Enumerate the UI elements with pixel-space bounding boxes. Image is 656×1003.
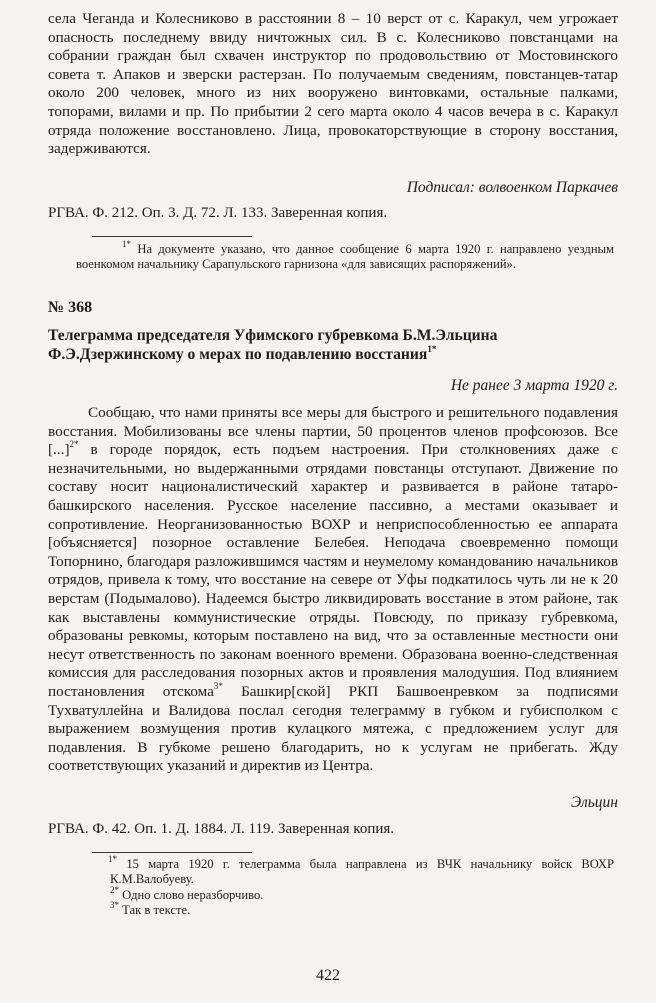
- footnote-divider-1: [92, 236, 252, 237]
- footnote-item: $^{3*}$ Так в тексте.: [110, 900, 191, 918]
- footnotes-2: [92, 853, 614, 919]
- source-1: РГВА. Ф. 212. Оп. 3. Д. 72. Л. 133. Заверенная копия.: [48, 205, 388, 221]
- document-date: Не ранее 3 марта 1920 г.: [450, 377, 618, 394]
- top-paragraph: села Чеганда и Колесниково в расстоянии 8 – 10 верст от с. Каракул, чем угрожает опасность последнему ввиду ничтожных сил. В с. Колесниково повстанцами на собрании граждан был схвачен инструктор по продовольствию от Мостовинского совета т. Апаков и зверски растерзан. По получаемым сведениям, повстанцев-татар около 200 человек, много из них вооружено винтовками, остальные палками, топорами, вилами и пр. По прибытии 2 сего марта около 4 часов вечера в с. Каракул отряда положение восстановлено. Лица, провокаторствующие в сторону восстания, задерживаются.: [48, 10, 618, 158]
- footnote-item: $^{1*}$ 15 марта 1920 г. телеграмма была направлена из ВЧК начальнику войск ВОХР К.М.Валобуеву.: [108, 853, 614, 887]
- document-number: № 368: [48, 299, 93, 316]
- signature-2: Эльцин: [570, 794, 618, 811]
- footnote-item: $^{2*}$ Одно слово неразборчиво.: [110, 884, 264, 902]
- signature-1: Подписал: волвоенком Паркачев: [406, 179, 618, 196]
- main-paragraph: Сообщаю, что нами приняты все меры для быстрого и решительного подавления восстания. Мобилизованы все члены партии, 50 процентов членов профсоюзов. Все [...]$^{2*}$ в городе порядок, есть подъем настроения. При столкновениях даже с незначительными, но выдержанными отрядами повстанцы отступают. Движение по составу носит националистический характер и развивается в районе татаро-башкирского населения. Русское население пассивно, а местами оказывает и сопротивление. Неорганизованностью ВОХР и неприспособленностью ее аппарата [объясняется] позорное оставление Белебея. Неподача своевременно помощи Топорнино, благодаря разложившимся частям и неумелому командованию начальников отрядов, привела к тому, что восстание на севере от Уфы подкатилось чуть ли не к 20 верстам (Подымалово). Надеемся быстро ликвидировать восстание в этом районе, так как выставлены коммунистические отряды. Повсюду, по приказу губревкома, образованы ревкомы, которым поставлено на вид, что за оставленные местности они несут ответственность по законам военного времени. Образована военно-следственная комиссия для расследования позорных актов и проявления малодушия. Под влиянием постановления отскома$^{3*}$ Башкир[ской] РКП Башвоенревком за подписями Тухватуллейна и Валидова послал сегодня телеграмму в губком и губисполком с выражением возмущения против кулацкого мятежа, с предложением услуг для подавления. В губкоме решено благодарить, но к услугам не прибегать. Жду соответствующих указаний и директив из Центра.: [48, 404, 618, 775]
- footnote-1: $^{1*}$ На документе указано, что данное сообщение 6 марта 1920 г. направлено уездным военкомом начальнику Сарапульского гарнизона «для зависящих распоряжений».: [76, 238, 614, 272]
- document-title: Телеграмма председателя Уфимского губревкома Б.М.Эльцина Ф.Э.Дзержинскому о мерах по подавлению восстания$^{1*}$: [48, 327, 498, 363]
- source-2: РГВА. Ф. 42. Оп. 1. Д. 1884. Л. 119. Заверенная копия.: [48, 821, 395, 837]
- footnote-divider-2: [92, 852, 252, 853]
- page-number: 422: [316, 967, 340, 984]
